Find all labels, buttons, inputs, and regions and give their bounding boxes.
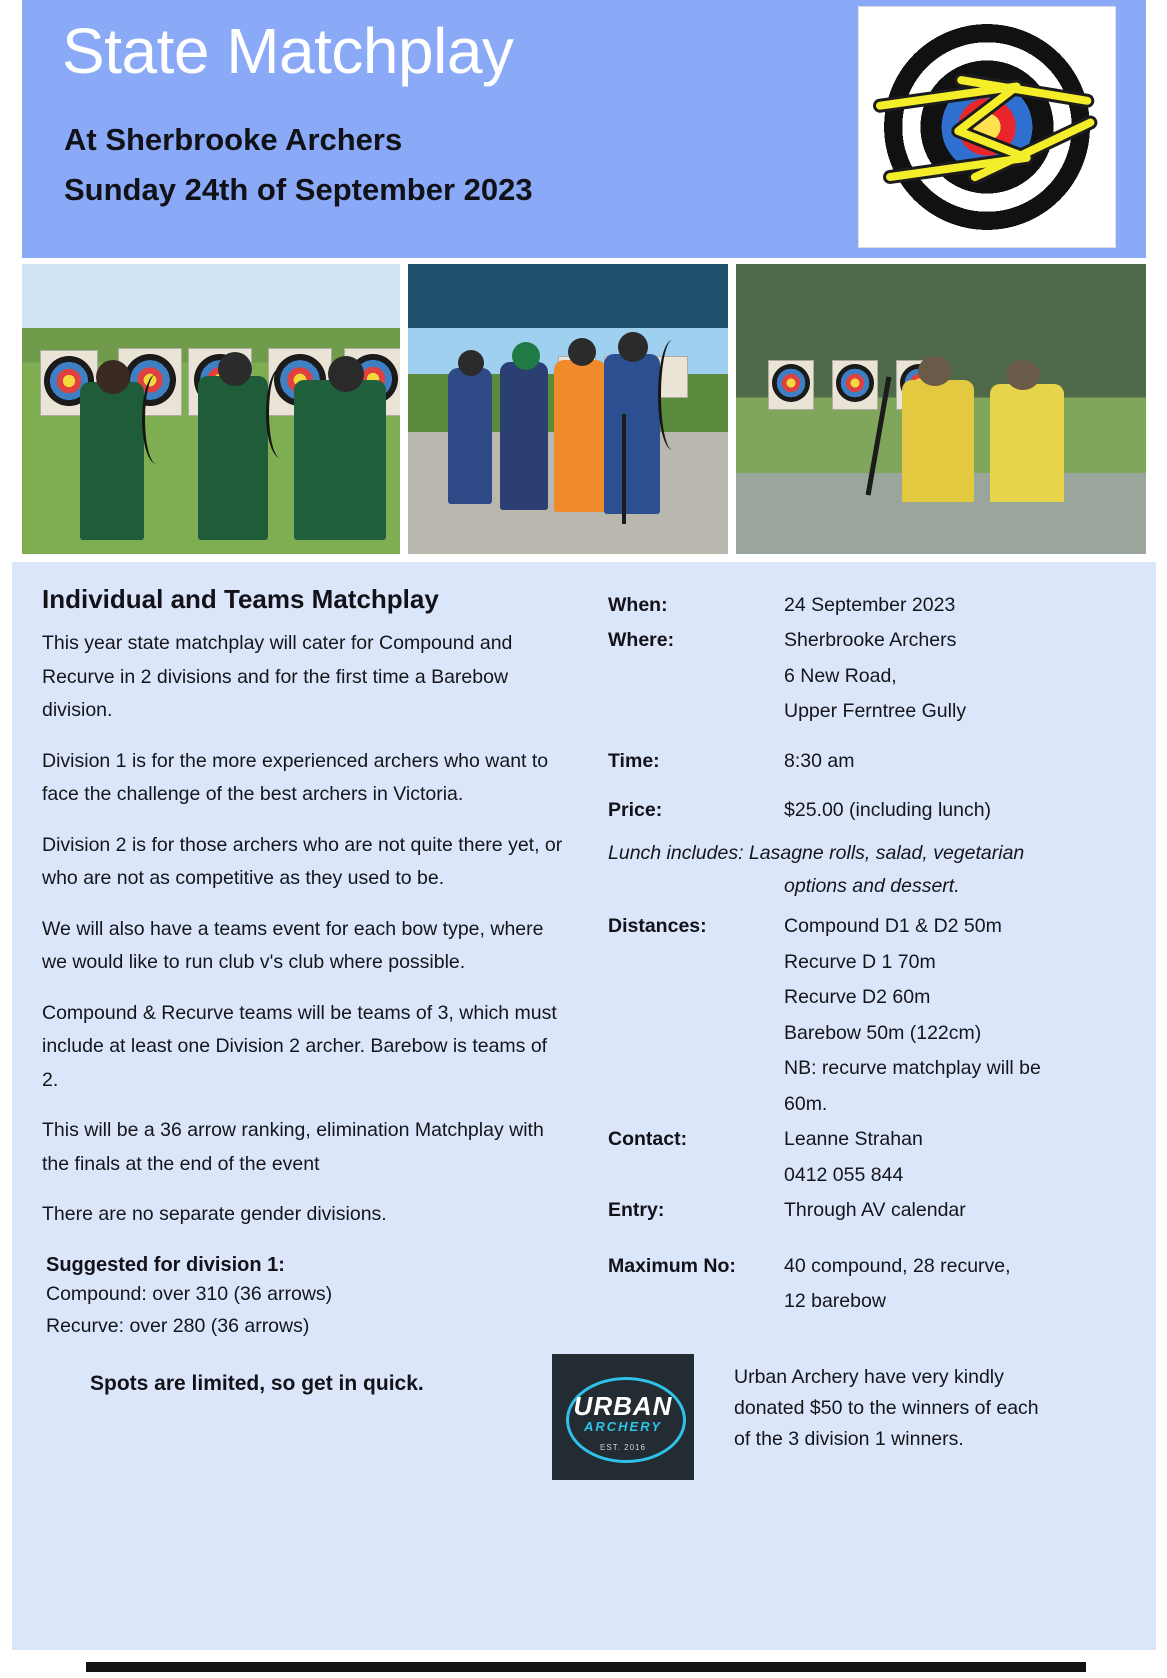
detail-value-distance-4: Barebow 50m (122cm) bbox=[784, 1021, 982, 1044]
detail-value-price: $25.00 (including lunch) bbox=[784, 799, 992, 822]
lunch-note-line1: Lunch includes: Lasagne rolls, salad, vegetarian bbox=[608, 841, 1025, 864]
detail-entry bbox=[608, 1193, 1144, 1228]
sponsor-note-line3: of the 3 division 1 winners. bbox=[734, 1427, 964, 1450]
paragraph: Division 1 is for the more experienced archers who want to face the challenge of the best archers in Victoria. bbox=[42, 749, 549, 806]
paragraph: This year state matchplay will cater for Compound and Recurve in 2 divisions and for the first time a Barebow division. bbox=[42, 632, 513, 722]
photo-shooting-line-under-canopy bbox=[408, 264, 728, 554]
suggested-recurve: Recurve: over 280 (36 arrows) bbox=[46, 1314, 310, 1337]
info-panel bbox=[12, 562, 1156, 1650]
detail-value-contact-phone: 0412 055 844 bbox=[784, 1163, 904, 1186]
detail-value-maximum-2: 12 barebow bbox=[784, 1290, 886, 1313]
detail-value-maximum-1: 40 compound, 28 recurve, bbox=[784, 1254, 1011, 1277]
spots-limited-note: Spots are limited, so get in quick. bbox=[90, 1372, 424, 1396]
photo-strip bbox=[22, 264, 1146, 554]
event-details-column bbox=[608, 588, 1144, 1320]
detail-label-price: Price: bbox=[608, 799, 663, 822]
paragraph: Division 2 is for those archers who are not quite there yet, or who are not as competitive as they used to be. bbox=[42, 833, 563, 890]
description-column bbox=[22, 578, 578, 1396]
detail-label-when: When: bbox=[608, 594, 668, 616]
detail-value-distance-6: 60m. bbox=[784, 1092, 828, 1115]
suggested-division-title: Suggested for division 1: bbox=[46, 1253, 285, 1276]
detail-maximum-line2 bbox=[608, 1284, 1144, 1319]
suggested-compound: Compound: over 310 (36 arrows) bbox=[46, 1282, 333, 1305]
photo-two-compound-archers bbox=[736, 264, 1146, 554]
detail-maximum bbox=[608, 1249, 1144, 1284]
paragraph: This will be a 36 arrow ranking, elimination Matchplay with the finals at the end of the event bbox=[42, 1119, 544, 1175]
lunch-note-line2: options and dessert. bbox=[784, 875, 960, 898]
photo-archers-on-field bbox=[22, 264, 400, 554]
detail-label-where: Where: bbox=[608, 629, 675, 652]
detail-distance-line4 bbox=[608, 1016, 1144, 1051]
detail-value-time: 8:30 am bbox=[784, 749, 855, 772]
paragraph: There are no separate gender divisions. bbox=[42, 1203, 387, 1226]
footer-bar bbox=[86, 1662, 1086, 1672]
detail-label-contact: Contact: bbox=[608, 1128, 688, 1151]
detail-label-entry: Entry: bbox=[608, 1199, 665, 1222]
detail-value-where-1: Sherbrooke Archers bbox=[784, 629, 957, 652]
sponsor-logo-word: URBAN bbox=[573, 1391, 673, 1421]
detail-distance-note-line2 bbox=[608, 1087, 1144, 1122]
paragraph: We will also have a teams event for each bow type, where we would like to run club v's club where possible. bbox=[42, 917, 544, 974]
detail-where bbox=[608, 623, 1144, 658]
paragraph: Compound & Recurve teams will be teams of 3, which must include at least one Division 2 archer. Barebow is teams of 2. bbox=[42, 1001, 557, 1091]
detail-value-distance-2: Recurve D 1 70m bbox=[784, 950, 936, 973]
detail-label-distances: Distances: bbox=[608, 915, 707, 938]
sponsor-logo-est: EST. 2016 bbox=[600, 1443, 646, 1452]
detail-value-entry: Through AV calendar bbox=[784, 1199, 966, 1222]
poster-header bbox=[22, 0, 1146, 258]
lunch-note bbox=[608, 837, 1144, 903]
sponsor-note-line1: Urban Archery have very kindly bbox=[734, 1366, 1004, 1388]
club-logo bbox=[858, 6, 1116, 248]
detail-label-time: Time: bbox=[608, 749, 660, 772]
detail-value-where-3: Upper Ferntree Gully bbox=[784, 700, 967, 723]
detail-distance-line2 bbox=[608, 945, 1144, 980]
detail-value-where-2: 6 New Road, bbox=[784, 664, 897, 687]
detail-value-distance-5: NB: recurve matchplay will be bbox=[784, 1057, 1041, 1080]
detail-distance-note-line1 bbox=[608, 1051, 1144, 1086]
page-title: State Matchplay bbox=[62, 15, 514, 87]
detail-contact bbox=[608, 1122, 1144, 1157]
header-subtitle-venue: At Sherbrooke Archers bbox=[64, 122, 403, 157]
detail-price bbox=[608, 793, 1144, 828]
detail-when bbox=[608, 588, 1144, 623]
detail-distance-line3 bbox=[608, 980, 1144, 1015]
urban-archery-logo bbox=[552, 1354, 694, 1480]
detail-value-contact-name: Leanne Strahan bbox=[784, 1128, 923, 1151]
detail-value-when: 24 September 2023 bbox=[784, 594, 956, 616]
detail-time bbox=[608, 744, 1144, 779]
detail-contact-phone bbox=[608, 1158, 1144, 1193]
detail-value-distance-1: Compound D1 & D2 50m bbox=[784, 915, 1002, 938]
header-subtitle-date: Sunday 24th of September 2023 bbox=[64, 172, 533, 207]
detail-where-line3 bbox=[608, 694, 1144, 729]
detail-value-distance-3: Recurve D2 60m bbox=[784, 986, 931, 1009]
sponsor-note-line2: donated $50 to the winners of each bbox=[734, 1396, 1039, 1419]
detail-where-line2 bbox=[608, 659, 1144, 694]
detail-distances bbox=[608, 909, 1144, 944]
sponsor-logo-word-2: ARCHERY bbox=[583, 1419, 663, 1434]
section-title-individual-teams: Individual and Teams Matchplay bbox=[42, 584, 439, 614]
detail-label-maximum: Maximum No: bbox=[608, 1254, 736, 1277]
sponsor-note bbox=[734, 1362, 1134, 1454]
